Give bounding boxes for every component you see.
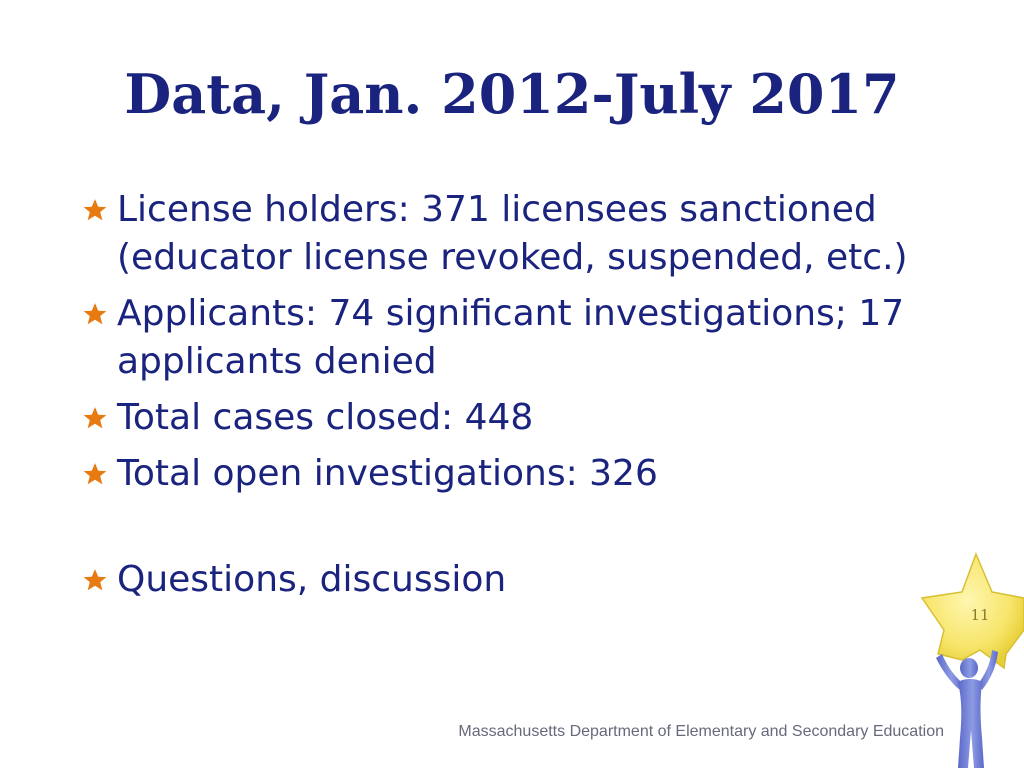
bullet-text: Applicants: 74 significant investigations; 17 applicants denied <box>117 293 905 382</box>
bullet-text: License holders: 371 licensees sanctioned (educator license revoked, suspended, etc.) <box>117 189 908 278</box>
bullet-item <box>82 186 912 282</box>
logo-figure-head <box>960 658 978 678</box>
bullet-item <box>82 394 912 442</box>
footer-text: Massachusetts Department of Elementary and Secondary Education <box>458 723 944 740</box>
page-number: 11 <box>970 606 990 624</box>
bullet-list <box>82 186 912 612</box>
bullet-item <box>82 290 912 386</box>
star-icon <box>82 405 108 431</box>
slide-title: Data, Jan. 2012-July 2017 <box>124 62 900 126</box>
star-icon <box>82 567 108 593</box>
star-icon <box>82 461 108 487</box>
star-icon <box>82 197 108 223</box>
bullet-text: Total cases closed: 448 <box>117 397 534 438</box>
bullet-item <box>82 556 912 604</box>
star-icon <box>82 301 108 327</box>
bullet-item <box>82 450 912 498</box>
bullet-text: Total open investigations: 326 <box>117 453 658 494</box>
bullet-text: Questions, discussion <box>117 559 507 600</box>
logo-figure-body <box>958 679 984 768</box>
